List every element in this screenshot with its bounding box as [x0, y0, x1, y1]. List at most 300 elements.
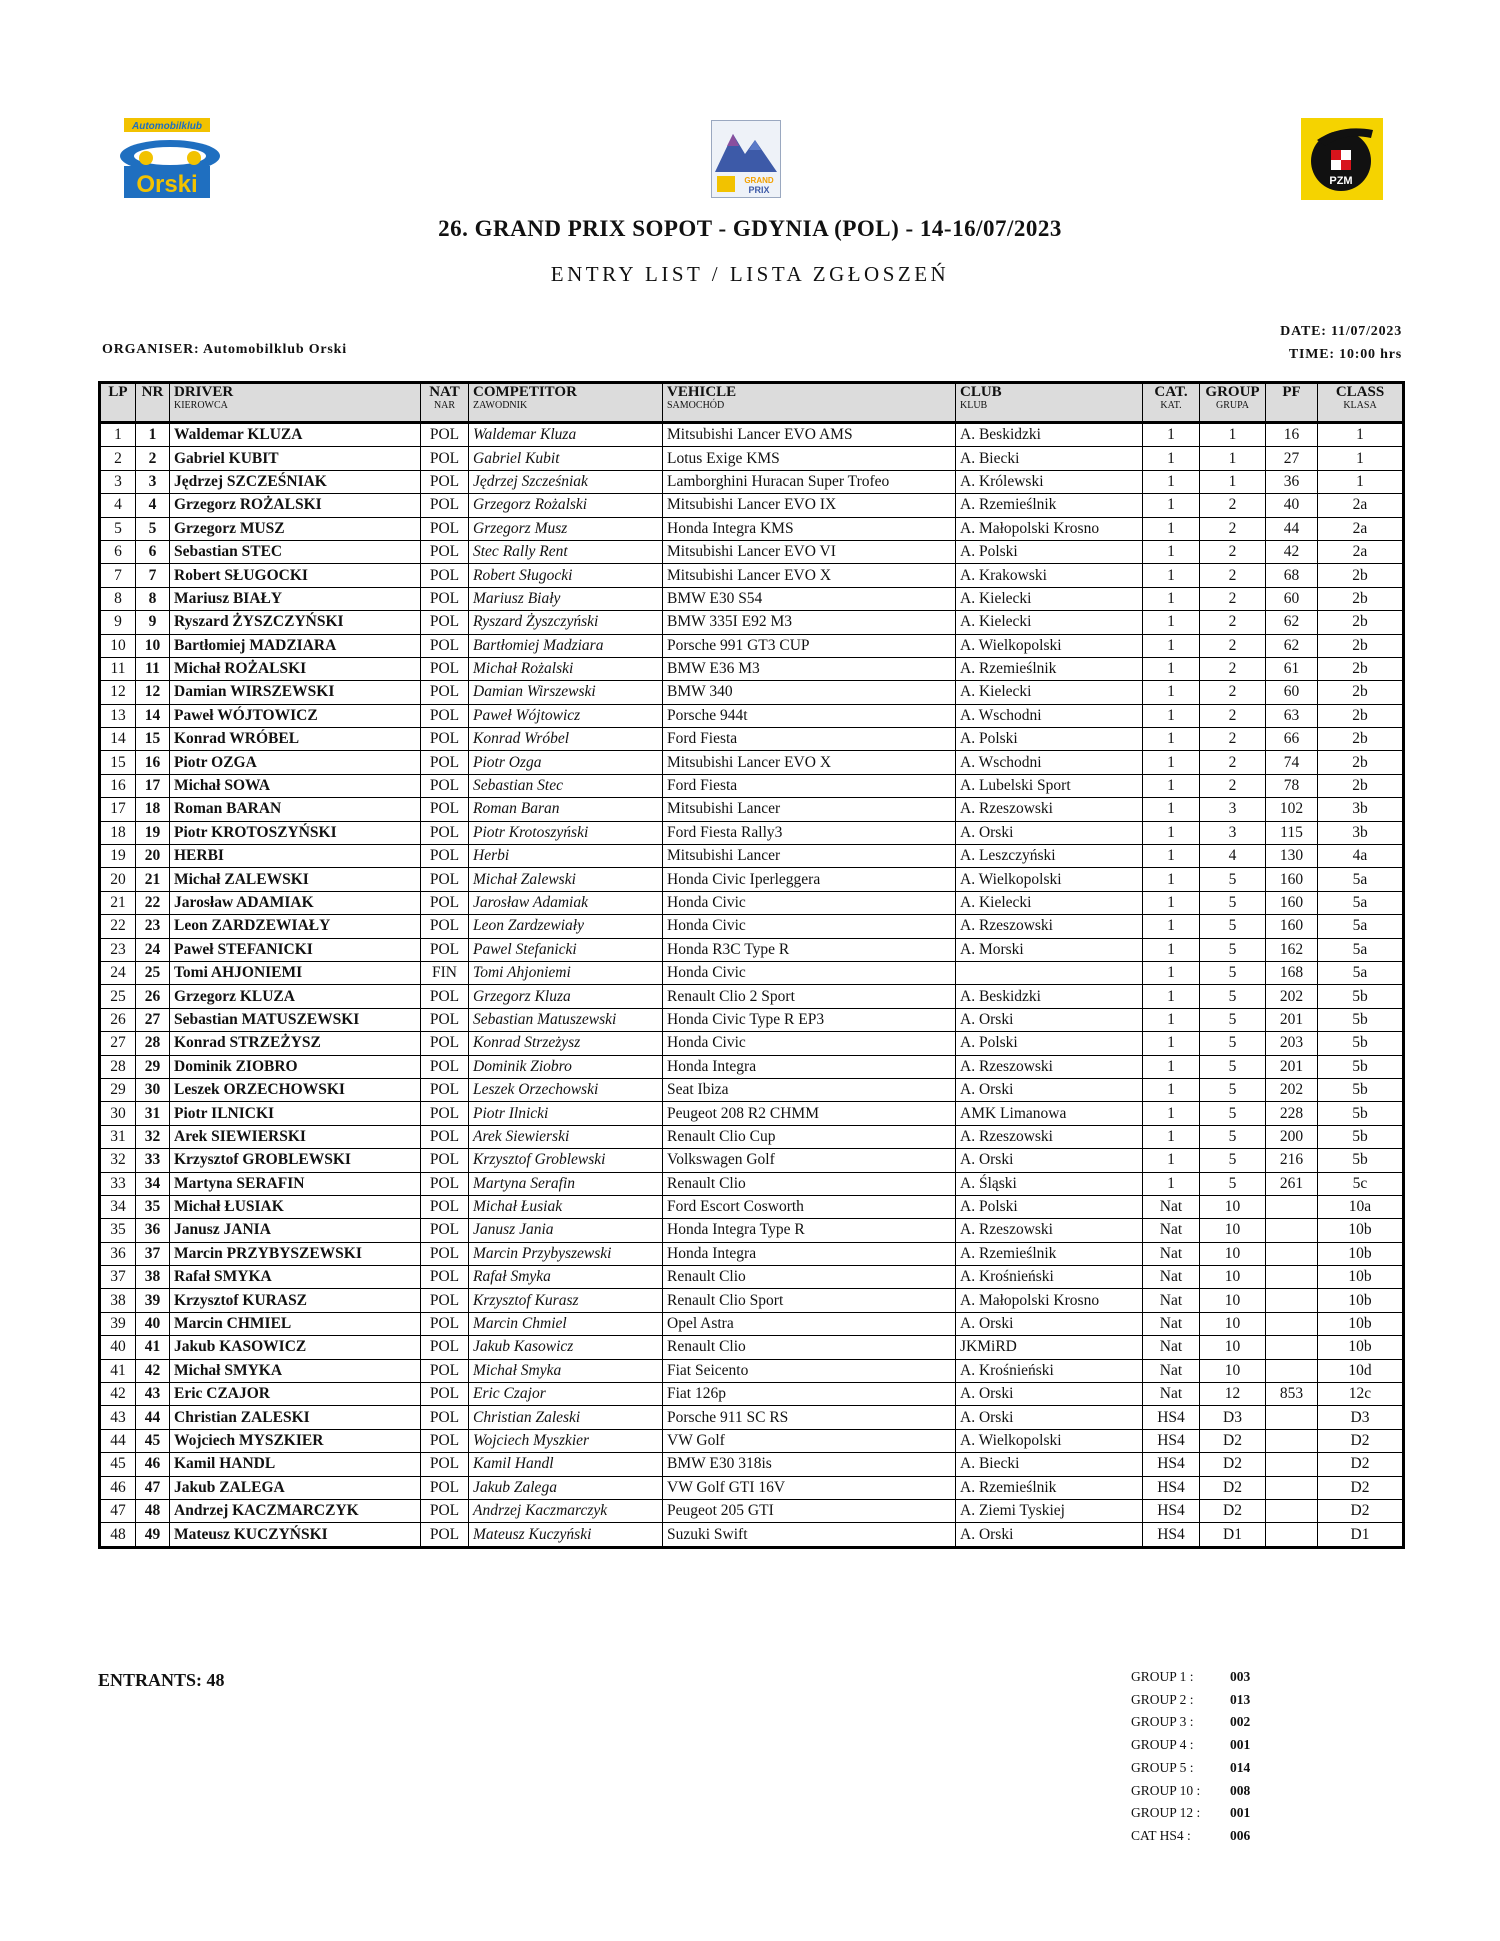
- svg-text:Orski: Orski: [136, 171, 198, 198]
- cell-group: 2: [1200, 517, 1266, 540]
- cell-pf: [1266, 1289, 1318, 1312]
- cell-lp: 17: [100, 798, 136, 821]
- cell-competitor: Robert Sługocki: [469, 564, 663, 587]
- cell-vehicle: Ford Escort Cosworth: [663, 1195, 956, 1218]
- cell-lp: 31: [100, 1125, 136, 1148]
- cell-cat: Nat: [1143, 1289, 1200, 1312]
- cell-club: A. Rzeszowski: [956, 1219, 1143, 1242]
- cell-vehicle: Porsche 991 GT3 CUP: [663, 634, 956, 657]
- cell-class: 5b: [1318, 985, 1404, 1008]
- cell-pf: 202: [1266, 985, 1318, 1008]
- cell-pf: 216: [1266, 1149, 1318, 1172]
- cell-pf: 63: [1266, 704, 1318, 727]
- cell-class: 1: [1318, 447, 1404, 470]
- cell-pf: 130: [1266, 845, 1318, 868]
- cell-nr: 27: [136, 1008, 170, 1031]
- cell-competitor: Leszek Orzechowski: [469, 1078, 663, 1101]
- cell-cat: HS4: [1143, 1429, 1200, 1452]
- cell-competitor: Michał Smyka: [469, 1359, 663, 1382]
- cell-competitor: Grzegorz Kluza: [469, 985, 663, 1008]
- cell-pf: [1266, 1336, 1318, 1359]
- cell-vehicle: VW Golf: [663, 1429, 956, 1452]
- cell-group: 5: [1200, 1172, 1266, 1195]
- cell-class: 2b: [1318, 681, 1404, 704]
- cell-driver: Martyna SERAFIN: [170, 1172, 421, 1195]
- cell-club: A. Krakowski: [956, 564, 1143, 587]
- table-row: [100, 961, 1404, 984]
- cell-driver: Jędrzej SZCZEŚNIAK: [170, 470, 421, 493]
- cell-club: A. Ziemi Tyskiej: [956, 1499, 1143, 1522]
- cell-group: 2: [1200, 774, 1266, 797]
- cell-group: 5: [1200, 1008, 1266, 1031]
- grand-prix-logo: [711, 120, 781, 198]
- cell-nr: 25: [136, 961, 170, 984]
- cell-class: D3: [1318, 1406, 1404, 1429]
- cell-cat: 1: [1143, 985, 1200, 1008]
- cell-nr: 17: [136, 774, 170, 797]
- cell-nr: 6: [136, 540, 170, 563]
- cell-nat: POL: [421, 1078, 469, 1101]
- cell-competitor: Grzegorz Musz: [469, 517, 663, 540]
- table-row: [100, 1406, 1404, 1429]
- cell-class: D2: [1318, 1453, 1404, 1476]
- cell-driver: Janusz JANIA: [170, 1219, 421, 1242]
- cell-lp: 18: [100, 821, 136, 844]
- cell-pf: 202: [1266, 1078, 1318, 1101]
- cell-class: 5b: [1318, 1032, 1404, 1055]
- cell-club: A. Rzeszowski: [956, 798, 1143, 821]
- header-vehicle: VEHICLE SAMOCHÓD: [663, 383, 956, 423]
- cell-vehicle: Peugeot 208 R2 CHMM: [663, 1102, 956, 1125]
- cell-group: D2: [1200, 1429, 1266, 1452]
- cell-nr: 8: [136, 587, 170, 610]
- cell-nat: POL: [421, 1406, 469, 1429]
- cell-nat: POL: [421, 1219, 469, 1242]
- cell-pf: 102: [1266, 798, 1318, 821]
- table-row: [100, 657, 1404, 680]
- cell-lp: 40: [100, 1336, 136, 1359]
- cell-club: A. Polski: [956, 1032, 1143, 1055]
- cell-driver: Michał ŁUSIAK: [170, 1195, 421, 1218]
- cell-lp: 5: [100, 517, 136, 540]
- cell-driver: Damian WIRSZEWSKI: [170, 681, 421, 704]
- cell-lp: 36: [100, 1242, 136, 1265]
- cell-cat: 1: [1143, 821, 1200, 844]
- cell-class: 5a: [1318, 938, 1404, 961]
- table-row: [100, 1359, 1404, 1382]
- cell-lp: 13: [100, 704, 136, 727]
- cell-lp: 15: [100, 751, 136, 774]
- cell-class: D2: [1318, 1429, 1404, 1452]
- cell-cat: Nat: [1143, 1219, 1200, 1242]
- cell-club: A. Orski: [956, 1078, 1143, 1101]
- cell-pf: 261: [1266, 1172, 1318, 1195]
- cell-competitor: Janusz Jania: [469, 1219, 663, 1242]
- table-row: [100, 1149, 1404, 1172]
- cell-competitor: Krzysztof Groblewski: [469, 1149, 663, 1172]
- cell-vehicle: Honda Integra: [663, 1055, 956, 1078]
- cell-group: 2: [1200, 728, 1266, 751]
- cell-group: 12: [1200, 1383, 1266, 1406]
- cell-nr: 22: [136, 891, 170, 914]
- cell-nr: 12: [136, 681, 170, 704]
- table-row: [100, 564, 1404, 587]
- cell-competitor: Michał Łusiak: [469, 1195, 663, 1218]
- cell-nr: 28: [136, 1032, 170, 1055]
- cell-competitor: Konrad Wróbel: [469, 728, 663, 751]
- summary-value: 002: [1230, 1714, 1251, 1730]
- cell-pf: 61: [1266, 657, 1318, 680]
- cell-group: 10: [1200, 1359, 1266, 1382]
- summary-label: GROUP 3 :: [1131, 1714, 1194, 1730]
- cell-group: 2: [1200, 540, 1266, 563]
- cell-vehicle: Lamborghini Huracan Super Trofeo: [663, 470, 956, 493]
- table-row: [100, 728, 1404, 751]
- cell-club: A. Orski: [956, 821, 1143, 844]
- cell-nr: 11: [136, 657, 170, 680]
- cell-driver: Leon ZARDZEWIAŁY: [170, 915, 421, 938]
- cell-driver: Arek SIEWIERSKI: [170, 1125, 421, 1148]
- cell-nr: 44: [136, 1406, 170, 1429]
- cell-competitor: Martyna Serafin: [469, 1172, 663, 1195]
- cell-cat: 1: [1143, 1032, 1200, 1055]
- cell-nat: POL: [421, 517, 469, 540]
- cell-competitor: Sebastian Stec: [469, 774, 663, 797]
- cell-nr: 14: [136, 704, 170, 727]
- cell-pf: 201: [1266, 1055, 1318, 1078]
- cell-vehicle: Renault Clio: [663, 1172, 956, 1195]
- cell-lp: 39: [100, 1312, 136, 1335]
- cell-lp: 41: [100, 1359, 136, 1382]
- cell-nat: POL: [421, 798, 469, 821]
- table-row: [100, 821, 1404, 844]
- cell-group: 5: [1200, 868, 1266, 891]
- cell-class: 5b: [1318, 1125, 1404, 1148]
- cell-pf: [1266, 1523, 1318, 1547]
- cell-lp: 12: [100, 681, 136, 704]
- cell-nr: 37: [136, 1242, 170, 1265]
- cell-group: 4: [1200, 845, 1266, 868]
- cell-club: A. Beskidzki: [956, 423, 1143, 447]
- summary-value: 001: [1230, 1737, 1251, 1753]
- table-header-row: [100, 383, 1404, 423]
- cell-competitor: Andrzej Kaczmarczyk: [469, 1499, 663, 1522]
- cell-competitor: Piotr Ilnicki: [469, 1102, 663, 1125]
- cell-nat: POL: [421, 751, 469, 774]
- cell-club: A. Morski: [956, 938, 1143, 961]
- cell-vehicle: Mitsubishi Lancer EVO AMS: [663, 423, 956, 447]
- cell-vehicle: Porsche 911 SC RS: [663, 1406, 956, 1429]
- organiser: ORGANISER: Automobilklub Orski: [102, 342, 347, 357]
- cell-vehicle: Honda Civic: [663, 961, 956, 984]
- cell-nat: POL: [421, 1102, 469, 1125]
- cell-lp: 21: [100, 891, 136, 914]
- header-lp: LP: [100, 383, 136, 423]
- header-class: CLASS KLASA: [1318, 383, 1404, 423]
- cell-pf: 68: [1266, 564, 1318, 587]
- cell-competitor: Herbi: [469, 845, 663, 868]
- table-row: [100, 1055, 1404, 1078]
- header-cat: CAT. KAT.: [1143, 383, 1200, 423]
- cell-class: 2b: [1318, 634, 1404, 657]
- cell-driver: Kamil HANDL: [170, 1453, 421, 1476]
- cell-nr: 2: [136, 447, 170, 470]
- cell-driver: Jakub ZALEGA: [170, 1476, 421, 1499]
- cell-nr: 41: [136, 1336, 170, 1359]
- cell-vehicle: Honda Civic: [663, 1032, 956, 1055]
- cell-lp: 32: [100, 1149, 136, 1172]
- cell-cat: 1: [1143, 1172, 1200, 1195]
- cell-pf: [1266, 1453, 1318, 1476]
- page-subtitle: ENTRY LIST / LISTA ZGŁOSZEŃ: [550, 262, 950, 286]
- cell-group: 10: [1200, 1266, 1266, 1289]
- cell-class: 3b: [1318, 798, 1404, 821]
- cell-nat: POL: [421, 494, 469, 517]
- cell-nat: POL: [421, 774, 469, 797]
- cell-club: JKMiRD: [956, 1336, 1143, 1359]
- cell-nat: POL: [421, 1429, 469, 1452]
- cell-lp: 46: [100, 1476, 136, 1499]
- cell-club: A. Kielecki: [956, 611, 1143, 634]
- cell-club: AMK Limanowa: [956, 1102, 1143, 1125]
- cell-lp: 42: [100, 1383, 136, 1406]
- table-row: [100, 1102, 1404, 1125]
- cell-group: 5: [1200, 891, 1266, 914]
- cell-group: 1: [1200, 447, 1266, 470]
- cell-cat: 1: [1143, 494, 1200, 517]
- cell-nat: POL: [421, 1359, 469, 1382]
- cell-competitor: Marcin Chmiel: [469, 1312, 663, 1335]
- cell-nat: POL: [421, 564, 469, 587]
- cell-lp: 8: [100, 587, 136, 610]
- cell-club: A. Biecki: [956, 447, 1143, 470]
- cell-cat: 1: [1143, 681, 1200, 704]
- cell-cat: HS4: [1143, 1476, 1200, 1499]
- cell-vehicle: Honda Civic: [663, 891, 956, 914]
- cell-nr: 45: [136, 1429, 170, 1452]
- cell-class: 10b: [1318, 1242, 1404, 1265]
- cell-driver: Grzegorz KLUZA: [170, 985, 421, 1008]
- cell-competitor: Eric Czajor: [469, 1383, 663, 1406]
- table-row: [100, 423, 1404, 447]
- cell-nat: POL: [421, 704, 469, 727]
- table-row: [100, 938, 1404, 961]
- cell-nat: POL: [421, 1149, 469, 1172]
- cell-vehicle: Ford Fiesta Rally3: [663, 821, 956, 844]
- cell-lp: 23: [100, 938, 136, 961]
- table-row: [100, 891, 1404, 914]
- cell-group: D2: [1200, 1476, 1266, 1499]
- cell-class: 5b: [1318, 1078, 1404, 1101]
- cell-nat: POL: [421, 915, 469, 938]
- cell-competitor: Christian Zaleski: [469, 1406, 663, 1429]
- cell-nat: POL: [421, 938, 469, 961]
- cell-pf: 160: [1266, 915, 1318, 938]
- cell-vehicle: Ford Fiesta: [663, 774, 956, 797]
- cell-competitor: Paweł Wójtowicz: [469, 704, 663, 727]
- cell-group: 2: [1200, 657, 1266, 680]
- cell-vehicle: Honda Civic Type R EP3: [663, 1008, 956, 1031]
- cell-competitor: Mateusz Kuczyński: [469, 1523, 663, 1547]
- cell-nat: POL: [421, 1125, 469, 1148]
- cell-class: 10b: [1318, 1219, 1404, 1242]
- cell-competitor: Rafał Smyka: [469, 1266, 663, 1289]
- cell-driver: Marcin PRZYBYSZEWSKI: [170, 1242, 421, 1265]
- cell-class: 12c: [1318, 1383, 1404, 1406]
- entry-rows: [100, 423, 1404, 1548]
- summary-label: GROUP 1 :: [1131, 1669, 1194, 1684]
- cell-club: A. Królewski: [956, 470, 1143, 493]
- cell-vehicle: Mitsubishi Lancer EVO IX: [663, 494, 956, 517]
- cell-club: A. Orski: [956, 1523, 1143, 1547]
- table-row: [100, 1499, 1404, 1522]
- cell-lp: 29: [100, 1078, 136, 1101]
- cell-nat: POL: [421, 985, 469, 1008]
- cell-driver: Krzysztof KURASZ: [170, 1289, 421, 1312]
- table-row: [100, 447, 1404, 470]
- cell-group: D1: [1200, 1523, 1266, 1547]
- cell-nr: 38: [136, 1266, 170, 1289]
- cell-group: 10: [1200, 1219, 1266, 1242]
- cell-pf: 115: [1266, 821, 1318, 844]
- cell-nr: 19: [136, 821, 170, 844]
- summary-label: CAT HS4 :: [1131, 1827, 1191, 1843]
- svg-text:Automobilklub: Automobilklub: [132, 121, 202, 132]
- automobilklub-orski-logo: [118, 118, 228, 200]
- cell-driver: Ryszard ŻYSZCZYŃSKI: [170, 611, 421, 634]
- cell-class: 2b: [1318, 657, 1404, 680]
- cell-cat: 1: [1143, 423, 1200, 447]
- cell-vehicle: Honda Integra KMS: [663, 517, 956, 540]
- entrants-count: ENTRANTS: 48: [98, 1670, 225, 1690]
- cell-club: A. Wielkopolski: [956, 1429, 1143, 1452]
- table-row: [100, 1523, 1404, 1547]
- cell-cat: 1: [1143, 1125, 1200, 1148]
- cell-vehicle: Porsche 944t: [663, 704, 956, 727]
- cell-vehicle: Honda Integra Type R: [663, 1219, 956, 1242]
- cell-nr: 16: [136, 751, 170, 774]
- cell-lp: 35: [100, 1219, 136, 1242]
- cell-cat: 1: [1143, 845, 1200, 868]
- cell-cat: HS4: [1143, 1406, 1200, 1429]
- cell-nr: 47: [136, 1476, 170, 1499]
- cell-pf: [1266, 1242, 1318, 1265]
- cell-competitor: Jarosław Adamiak: [469, 891, 663, 914]
- cell-nat: POL: [421, 845, 469, 868]
- cell-driver: Sebastian STEC: [170, 540, 421, 563]
- cell-lp: 37: [100, 1266, 136, 1289]
- cell-nr: 29: [136, 1055, 170, 1078]
- cell-class: D2: [1318, 1499, 1404, 1522]
- cell-lp: 1: [100, 423, 136, 447]
- cell-cat: Nat: [1143, 1383, 1200, 1406]
- cell-cat: 1: [1143, 564, 1200, 587]
- cell-lp: 3: [100, 470, 136, 493]
- cell-driver: Tomi AHJONIEMI: [170, 961, 421, 984]
- cell-driver: Michał ZALEWSKI: [170, 868, 421, 891]
- cell-vehicle: Mitsubishi Lancer EVO VI: [663, 540, 956, 563]
- cell-class: 2b: [1318, 564, 1404, 587]
- cell-pf: [1266, 1219, 1318, 1242]
- cell-nr: 39: [136, 1289, 170, 1312]
- cell-vehicle: Honda Civic Iperleggera: [663, 868, 956, 891]
- cell-nr: 10: [136, 634, 170, 657]
- cell-lp: 25: [100, 985, 136, 1008]
- cell-pf: 16: [1266, 423, 1318, 447]
- table-row: [100, 634, 1404, 657]
- table-row: [100, 1336, 1404, 1359]
- cell-class: 1: [1318, 470, 1404, 493]
- cell-class: 2b: [1318, 587, 1404, 610]
- cell-class: 10b: [1318, 1266, 1404, 1289]
- cell-club: A. Orski: [956, 1406, 1143, 1429]
- cell-vehicle: BMW E36 M3: [663, 657, 956, 680]
- cell-pf: 42: [1266, 540, 1318, 563]
- cell-club: A. Lubelski Sport: [956, 774, 1143, 797]
- cell-class: 2b: [1318, 751, 1404, 774]
- cell-competitor: Krzysztof Kurasz: [469, 1289, 663, 1312]
- cell-club: A. Rzemieślnik: [956, 494, 1143, 517]
- table-row: [100, 540, 1404, 563]
- cell-group: 5: [1200, 915, 1266, 938]
- cell-competitor: Gabriel Kubit: [469, 447, 663, 470]
- cell-lp: 24: [100, 961, 136, 984]
- cell-driver: Bartłomiej MADZIARA: [170, 634, 421, 657]
- entry-list-table: [98, 381, 1405, 1549]
- cell-vehicle: Fiat 126p: [663, 1383, 956, 1406]
- cell-cat: 1: [1143, 540, 1200, 563]
- cell-competitor: Arek Siewierski: [469, 1125, 663, 1148]
- cell-club: A. Orski: [956, 1008, 1143, 1031]
- summary-row: [1131, 1734, 1250, 1757]
- cell-competitor: Leon Zardzewiały: [469, 915, 663, 938]
- cell-cat: HS4: [1143, 1523, 1200, 1547]
- cell-class: 1: [1318, 423, 1404, 447]
- cell-cat: 1: [1143, 751, 1200, 774]
- cell-lp: 47: [100, 1499, 136, 1522]
- summary-label: GROUP 2 :: [1131, 1691, 1194, 1707]
- cell-cat: 1: [1143, 634, 1200, 657]
- cell-nat: POL: [421, 1383, 469, 1406]
- cell-cat: 1: [1143, 774, 1200, 797]
- cell-cat: 1: [1143, 915, 1200, 938]
- cell-driver: Eric CZAJOR: [170, 1383, 421, 1406]
- cell-nr: 26: [136, 985, 170, 1008]
- cell-driver: Christian ZALESKI: [170, 1406, 421, 1429]
- cell-cat: 1: [1143, 938, 1200, 961]
- cell-vehicle: Honda R3C Type R: [663, 938, 956, 961]
- cell-class: 5b: [1318, 1055, 1404, 1078]
- cell-vehicle: Honda Civic: [663, 915, 956, 938]
- cell-vehicle: Renault Clio: [663, 1266, 956, 1289]
- cell-vehicle: Opel Astra: [663, 1312, 956, 1335]
- cell-group: 5: [1200, 1032, 1266, 1055]
- cell-class: 2a: [1318, 540, 1404, 563]
- summary-value: 003: [1230, 1669, 1251, 1684]
- cell-cat: Nat: [1143, 1359, 1200, 1382]
- cell-lp: 16: [100, 774, 136, 797]
- cell-pf: [1266, 1266, 1318, 1289]
- table-row: [100, 1383, 1404, 1406]
- cell-vehicle: Renault Clio 2 Sport: [663, 985, 956, 1008]
- cell-driver: Robert SŁUGOCKI: [170, 564, 421, 587]
- cell-nat: POL: [421, 657, 469, 680]
- cell-group: 3: [1200, 798, 1266, 821]
- cell-cat: 1: [1143, 704, 1200, 727]
- cell-competitor: Stec Rally Rent: [469, 540, 663, 563]
- cell-lp: 48: [100, 1523, 136, 1547]
- cell-driver: Grzegorz MUSZ: [170, 517, 421, 540]
